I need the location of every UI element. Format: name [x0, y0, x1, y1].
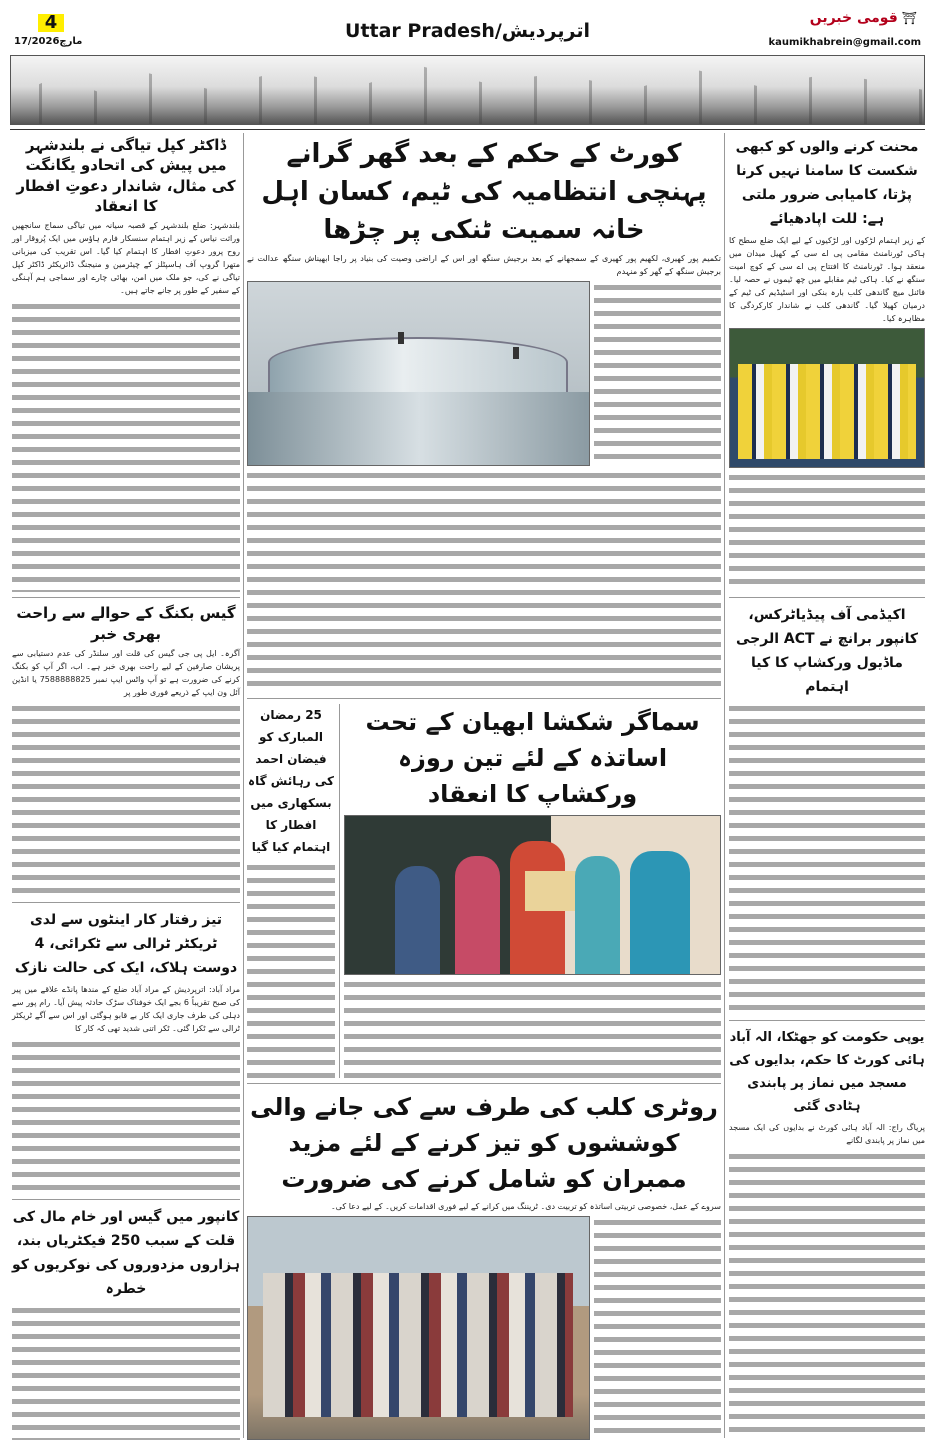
article-body-tyagi-iftar: بلندشہر: ضلع بلندشہر کے قصبہ سیانہ میں تیاگی سماج سانجھیں وراثت نیاس کے زیر اہتمام سنسکار فارم ہاؤس میں ایک پُروقار اور روح پرور دعوتِ افطار کا اہتمام کیا گیا۔ اس تقریب کی میزبانی متھرا گروپ آف ہاسپٹلز کے چیئرمین و منیجنگ ڈائریکٹر ڈاکٹر کپل تیاگی نے کی، جو ملک میں امن، بھائی چارے اور سماجی ہم آہنگی کے سفیر کے طور پر جانے جاتے ہیں۔ [12, 221, 240, 295]
headline-rotary-club: روٹری کلب کی طرف سے کی جانے والی کوششوں کو تیز کرنے کے لئے مزید ممبران کو شامل کرنے کی ضرورت [250, 1093, 718, 1193]
masthead-logo [810, 10, 917, 26]
article-text-block [12, 1038, 240, 1194]
middle-column [247, 135, 721, 1440]
headline-teachers-workshop: سماگر شکشا ابھیان کے تحت اساتذہ کے لئے تین روزہ ورکشاپ کا انعقاد [365, 708, 700, 808]
photo-workshop [344, 815, 721, 975]
headline-tyagi-iftar: ڈاکٹر کپل تیاگی نے بلندشہر میں پیش کی اتحادو یگانگت کی مثال، شاندار دعوتِ افطار کا انعقاد [16, 136, 236, 215]
monuments-banner [10, 55, 925, 125]
article-text-block [344, 978, 721, 1078]
page-section-title: Uttar Pradesh/اترپردیش [345, 20, 590, 42]
article-body-badaun-mosque: پریاگ راج: الہ آباد ہائی کورٹ نے بدایوں کی ایک مسجد میں نماز پر پابندی لگانے [729, 1123, 925, 1146]
headline-gas-booking: گیس بکنگ کے حوالے سے راحت بھری خبر [16, 604, 236, 643]
headline-ramzan-iftar: 25 رمضان المبارک کو فیضان احمد کی رہائش گاہ بسکھاری میں افطار کا اہتمام کیا گیا [248, 708, 334, 854]
photo-rotary-members [247, 1216, 590, 1440]
headline-court-demolition: کورٹ کے حکم کے بعد گھر گرانے پہنچی انتظامیہ کی ٹیم، کسان اہل خانہ سمیت ٹنکی پر چڑھا [261, 139, 707, 245]
article-text-block [729, 1150, 925, 1440]
headline-kanpur-factories: کانپور میں گیس اور خام مال کی قلت کے سبب 250 فیکٹریاں بند، ہزاروں مزدوروں کی نوکریوں کو خطرہ [12, 1208, 240, 1297]
issue-date: 17/مارچ2026 [14, 36, 83, 47]
article-text-block [594, 1216, 721, 1440]
article-text-block [12, 1304, 240, 1440]
page-number: 4 [38, 14, 64, 32]
headline-hockey-tournament: محنت کرنے والوں کو کبھی شکست کا سامنا نہیں کرنا پڑتا، کامیابی ضرور ملتی ہے: للت اپادھیائے [735, 139, 919, 227]
article-body-hockey-tournament: کے زیر اہتمام لڑکوں اور لڑکیوں کے لیے ایک ضلع سطح کا ہاکی ٹورنامنٹ مقامی پی اے سی کے کھیل میدان میں منعقد ہوا۔ ٹورنامنٹ کا افتتاح پی اے سی کے کوچ امیت سنگھ نے کیا۔ ہاکی ٹیم مقابلے میں چھ ٹیموں نے حصہ لیا۔ فائنل میچ گاندھی کلب بارہ بنکی اور اسٹیڈیم کی ٹیم کے درمیان کھیلا گیا۔ گاندھی کلب نے شاندار کارکردگی کا مظاہرہ کیا۔ [729, 236, 925, 323]
photo-water-tank [247, 281, 590, 466]
article-text-block [12, 300, 240, 592]
headline-badaun-mosque: یوپی حکومت کو جھٹکا، الہ آباد ہائی کورٹ کا حکم، بدایوں کی مسجد میں نماز پر پابندی ہٹادی گئی [729, 1030, 925, 1115]
photo-hockey-team [729, 328, 925, 468]
article-text-block [12, 702, 240, 897]
article-body-rotary-club: سروے کے عمل، خصوصی تربیتی اساتذہ کو تربیت دی۔ ٹریننگ میں کرانے کے لیے فوری اقدامات کریں۔ کے لیے دعا کی۔ [330, 1202, 721, 1211]
article-text-block [729, 702, 925, 1016]
article-text-block [729, 471, 925, 592]
article-text-block [247, 469, 721, 693]
article-text-block [247, 861, 335, 1078]
headline-pediatrics-workshop: اکیڈمی آف پیڈیاٹرکس، کانپور برانچ نے ACT الرجی ماڈیول ورکشاپ کا کیا اہتمام [736, 606, 918, 695]
article-text-block [594, 281, 721, 466]
right-column [729, 135, 925, 1440]
left-column [12, 135, 240, 1440]
contact-email: kaumikhabrein@gmail.com [768, 37, 921, 48]
logo-emblem-icon: ⛩ [901, 11, 917, 25]
headline-tractor-accident: تیز رفتار کار اینٹوں سے لدی ٹریکٹر ٹرالی سے ٹکرائی، 4 دوست ہلاک، ایک کی حالت نازک [14, 911, 238, 976]
article-body-gas-booking: آگرہ۔ ایل پی جی گیس کی قلت اور سلنڈر کی عدم دستیابی سے پریشان صارفین کے لیے راحت بھری خبر ہے۔ اب، اگر آپ کو بکنگ کرنے کی ضرورت ہے تو آپ واٹس ایپ نمبر 7588888825 یا انڈین آئل ون ایپ کے ذریعے فوری طور پر [12, 648, 240, 697]
article-body-court-demolition: تکمیم پور کھیری، لکھیم پور کھیری کے سمجھانے کے بعد برجیش سنگھ اور اس کے اراضی وصیت کی بنیاد پر راجا ابھیناش سنگھ عدالت نے برجیش سنگھ کے گھر کو منہدم [247, 254, 721, 276]
article-body-tractor-accident: مراد آباد: اترپردیش کے مراد آباد ضلع کے مندھا پانڈے علاقے میں پیر کی صبح تقریباً 6 بجے ایک خوفناک سڑک حادثہ پیش آیا۔ رام پور سے دہلی کی طرف جاری ایک کار بے قابو ہوگئی اور اس سے آگے ٹریکٹر ٹرالی سے ٹکرا گئی۔ ٹکر اتنی شدید تھی کہ کار کا [12, 984, 241, 1033]
logo-text: قومی خبریں [809, 10, 898, 26]
